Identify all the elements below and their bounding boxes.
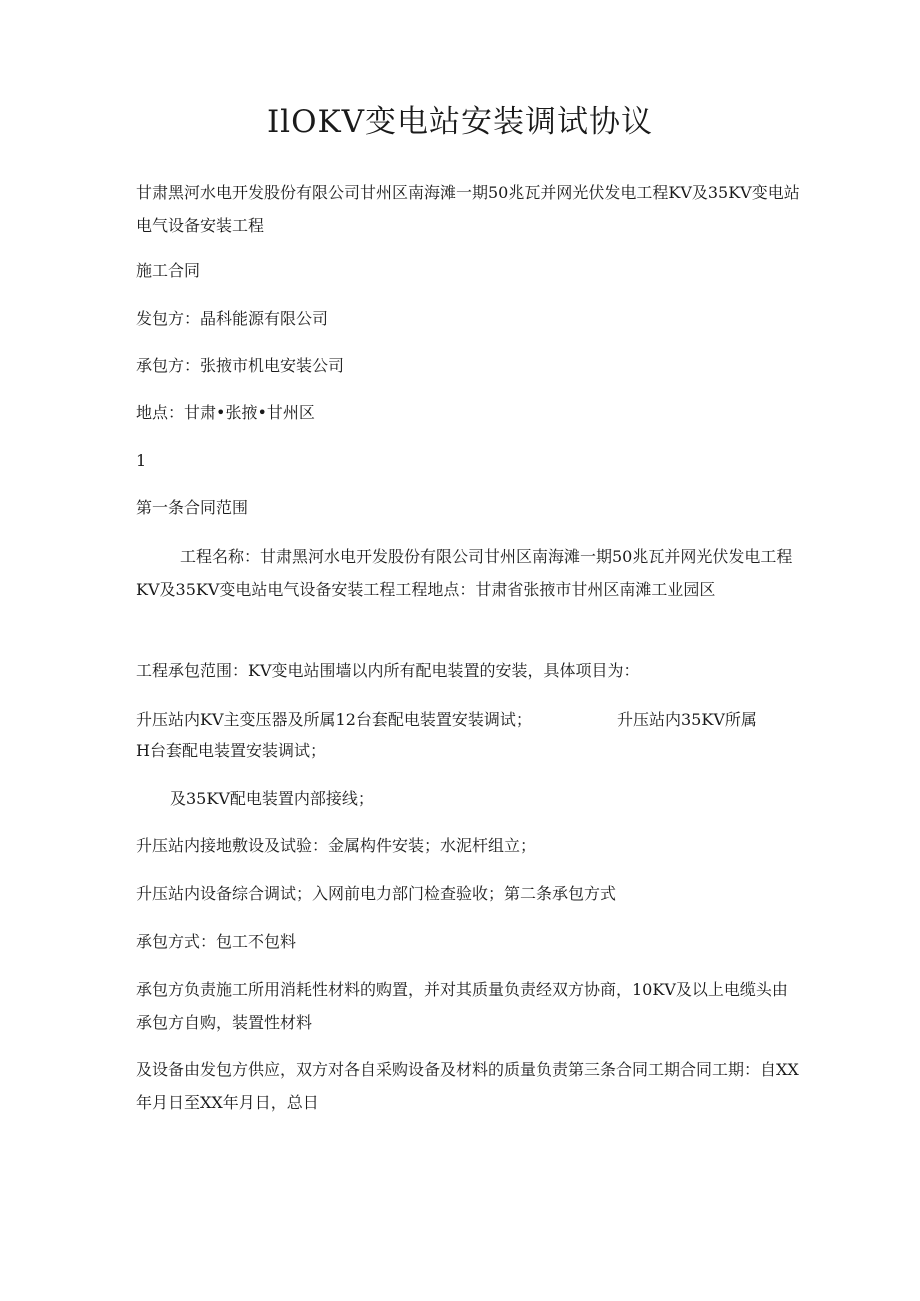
project-details-paragraph: 工程名称：甘肃黑河水电开发股份有限公司甘州区南海滩一期50兆瓦并网光伏发电工程KV及35KV变电站电气设备安装工程工程地点：甘肃省张掖市甘州区南滩工业园区 [136, 547, 793, 599]
contract-type-line: 施工合同 [136, 261, 201, 280]
materials-paragraph: 承包方负责施工所用消耗性材料的购置，并对其质量负责经双方协商，10KV及以上电缆头由承包方自购，装置性材料 [136, 980, 788, 1032]
location-line: 地点：甘肃•张掖•甘州区 [136, 403, 315, 422]
contractor-line: 承包方：张掖市机电安装公司 [136, 356, 345, 375]
page-number: 1 [136, 451, 147, 470]
scope-item-grounding: 升压站内接地敷设及试验：金属构件安装；水泥杆组立； [136, 836, 537, 855]
section-heading-scope: 第一条合同范围 [136, 498, 249, 517]
scope-item-wiring: 及35KV配电装置内部接线； [170, 789, 374, 808]
equipment-supply-paragraph: 及设备由发包方供应，双方对各自采购设备及材料的质量负责第三条合同工期合同工期：自XX年月日至XX年月日，总日 [136, 1060, 799, 1112]
scope-intro-paragraph: 工程承包范围：KV变电站围墙以内所有配电装置的安装，具体项目为： [136, 661, 640, 680]
employer-line: 发包方：晶科能源有限公司 [136, 309, 329, 328]
contract-method-line: 承包方式：包工不包料 [136, 932, 297, 951]
scope-item-main-transformer: 升压站内KV主变压器及所属12台套配电装置安装调试； [136, 710, 532, 729]
scope-item-commissioning: 升压站内设备综合调试；入网前电力部门检查验收；第二条承包方式 [136, 884, 617, 903]
scope-item-35kv-equipment: 升压站内35KV所属 [617, 710, 757, 729]
scope-item-35kv-equipment-cont: H台套配电装置安装调试； [136, 741, 326, 760]
document-title: IlOKV变电站安装调试协议 [266, 104, 654, 140]
project-name-paragraph: 甘肃黑河水电开发股份有限公司甘州区南海滩一期50兆瓦并网光伏发电工程KV及35KV变电站电气设备安装工程 [136, 183, 800, 235]
